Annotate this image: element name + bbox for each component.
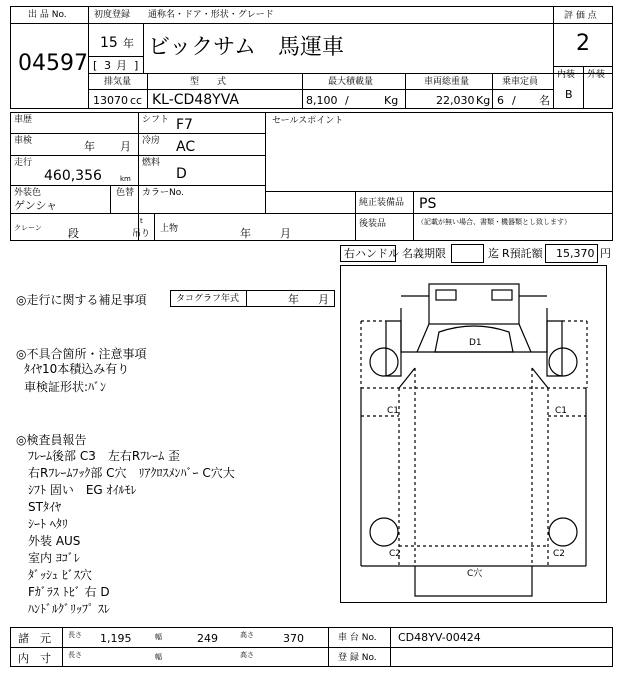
inner-length-label: 長さ bbox=[68, 651, 82, 659]
gross-weight: 22,030 bbox=[436, 94, 475, 107]
title-change-label: 名義期限 bbox=[402, 247, 446, 260]
inner-width-label: 幅 bbox=[155, 653, 162, 661]
length: 1,195 bbox=[100, 632, 132, 645]
inspector-list bbox=[28, 449, 235, 619]
chassis: CD48YV-00424 bbox=[398, 631, 481, 644]
lot-no-label: 出 品 No. bbox=[28, 10, 67, 20]
inspector-line: ﾌﾚｰﾑ後部 C3 左右Rﾌﾚｰﾑ 歪 bbox=[28, 449, 180, 463]
lot-no: 04597 bbox=[18, 51, 88, 76]
recycle-label: R預託額 bbox=[502, 247, 543, 260]
inspector-line: 外装 AUS bbox=[28, 534, 81, 548]
grade: 2 bbox=[576, 31, 590, 56]
shift: F7 bbox=[176, 117, 193, 133]
aircon-label: 冷房 bbox=[142, 136, 161, 146]
ext-color: ゲンシャ bbox=[14, 199, 58, 212]
fuel: D bbox=[176, 166, 187, 182]
damage-mark: C1 bbox=[387, 406, 400, 416]
ext-color-label: 外装色 bbox=[14, 188, 42, 198]
inspector-line: ｼﾌﾄ 固い EG ｵｲﾙﾓﾚ bbox=[28, 483, 137, 497]
max-load-unit: Kg bbox=[384, 94, 399, 107]
genuine-label: 純正装備品 bbox=[359, 198, 405, 208]
grade-label: 評 価 点 bbox=[564, 11, 597, 21]
displacement-label: 排気量 bbox=[104, 77, 132, 87]
max-load-slash: / bbox=[345, 94, 349, 107]
inspector-line: ﾀﾞｯｼｭ ﾋﾞｽ穴 bbox=[28, 568, 92, 582]
recycle-unit: 円 bbox=[600, 247, 611, 260]
capacity: 6 bbox=[497, 94, 504, 107]
defect-line: 車検証形状:ﾊﾞﾝ bbox=[24, 380, 107, 394]
model-name-label: 通称名・ドア・形状・グレード bbox=[148, 10, 274, 20]
inspector-line: STﾀｲﾔ bbox=[28, 500, 61, 514]
height: 370 bbox=[283, 632, 304, 645]
width-label: 幅 bbox=[155, 633, 162, 641]
car-name: ビックサム 馬運車 bbox=[148, 35, 345, 60]
aircon: AC bbox=[176, 139, 196, 155]
vehicle-diagram bbox=[340, 265, 607, 603]
inspection-month-unit: 月 bbox=[120, 140, 131, 153]
inspection-year-unit: 年 bbox=[84, 140, 95, 153]
gross-weight-unit: Kg bbox=[476, 94, 491, 107]
model-code: KL-CD48YVA bbox=[152, 92, 239, 108]
aftermarket-label: 後装品 bbox=[359, 219, 387, 229]
damage-mark: C2 bbox=[553, 549, 566, 559]
displacement: 13070 bbox=[93, 94, 128, 107]
height-label: 高さ bbox=[240, 631, 254, 639]
max-load-label: 最大積載量 bbox=[328, 77, 374, 87]
crane-stage: 段 bbox=[68, 227, 79, 240]
upper-label: 上物 bbox=[160, 224, 179, 234]
capacity-slash: / bbox=[512, 94, 516, 107]
inspector-line: 右Rﾌﾚｰﾑﾌｯｸ部 C穴 ﾘｱｸﾛｽﾒﾝﾊﾞｰ C穴大 bbox=[28, 466, 235, 480]
tacho-year: 年 bbox=[288, 293, 299, 306]
tacho-month: 月 bbox=[318, 293, 329, 306]
chassis-label: 車 台 No. bbox=[338, 633, 377, 643]
aftermarket-note: （記載が無い場合、書類・機器類とし致します） bbox=[417, 218, 571, 226]
inspector-line: ﾊﾝﾄﾞﾙｸﾞﾘｯﾌﾟ ｽﾚ bbox=[28, 602, 110, 616]
color-code-label: カラーNo. bbox=[142, 188, 184, 198]
damage-mark: C2 bbox=[389, 549, 402, 559]
interior-grade: B bbox=[565, 88, 573, 101]
title-change-value bbox=[451, 244, 484, 263]
max-load: 8,100 bbox=[306, 94, 338, 107]
crane-ton: t bbox=[140, 217, 143, 225]
capacity-label: 乗車定員 bbox=[502, 77, 539, 87]
rhd: 右ハンドル bbox=[344, 247, 399, 260]
reg-no-label: 登 録 No. bbox=[338, 653, 377, 663]
width: 249 bbox=[197, 632, 218, 645]
defect-line: ﾀｲﾔ10本積込み有り bbox=[24, 362, 130, 376]
history-label: 車歴 bbox=[14, 115, 33, 125]
inspector-line: 室内 ﾖｺﾞﾚ bbox=[28, 551, 80, 565]
dims-label: 諸 元 bbox=[18, 632, 51, 645]
tacho-label: タコグラフ年式 bbox=[176, 294, 240, 304]
defect-header: ◎不具合箇所・注意事項 bbox=[16, 347, 147, 361]
mileage-unit: km bbox=[120, 175, 131, 183]
inspector-line: Fｶﾞﾗｽ ﾄﾋﾞ 右 D bbox=[28, 585, 110, 599]
defect-list bbox=[24, 362, 129, 395]
first-reg-month-unit: 月 bbox=[116, 59, 127, 72]
inspector-header: ◎検査員報告 bbox=[16, 433, 87, 447]
fuel-label: 燃料 bbox=[142, 158, 161, 168]
displacement-unit: cc bbox=[130, 94, 143, 107]
damage-mark: C穴 bbox=[467, 569, 483, 579]
genuine-value: PS bbox=[419, 196, 437, 212]
crane-hang: 吊り bbox=[132, 229, 151, 239]
exterior-label: 外装 bbox=[587, 70, 606, 80]
recycle-value: 15,370 bbox=[556, 247, 595, 260]
model-label: 型 式 bbox=[190, 77, 227, 87]
first-reg-year-unit: 年 bbox=[123, 37, 134, 50]
upper-month: 月 bbox=[280, 227, 291, 240]
color-no-label: 色替 bbox=[116, 188, 135, 198]
capacity-unit: 名 bbox=[539, 94, 550, 107]
first-reg-year: 15 bbox=[100, 35, 118, 51]
crane-label: クレーン bbox=[14, 224, 42, 232]
inspection-label: 車検 bbox=[14, 136, 33, 146]
inner-height-label: 高さ bbox=[240, 651, 254, 659]
first-reg-label: 初度登録 bbox=[94, 10, 131, 20]
sales-point-label: セールスポイント bbox=[272, 116, 344, 126]
gross-weight-label: 車両総重量 bbox=[424, 77, 470, 87]
interior-label: 内装 bbox=[557, 70, 576, 80]
truck-outline bbox=[341, 266, 606, 602]
mileage-label: 走行 bbox=[14, 158, 33, 168]
drive-header: ◎走行に関する補足事項 bbox=[16, 293, 147, 307]
damage-mark: C1 bbox=[555, 406, 568, 416]
mileage: 460,356 bbox=[44, 168, 102, 184]
upper-year: 年 bbox=[240, 227, 251, 240]
inner-label: 内 寸 bbox=[18, 652, 51, 665]
shift-label: シフト bbox=[142, 115, 170, 125]
length-label: 長さ bbox=[68, 631, 82, 639]
first-reg-month: 3 bbox=[104, 59, 111, 72]
inspector-line: ｼｰﾄ ﾍﾀﾘ bbox=[28, 517, 68, 531]
separator: 迄 bbox=[488, 247, 499, 260]
damage-mark: D1 bbox=[469, 338, 482, 348]
